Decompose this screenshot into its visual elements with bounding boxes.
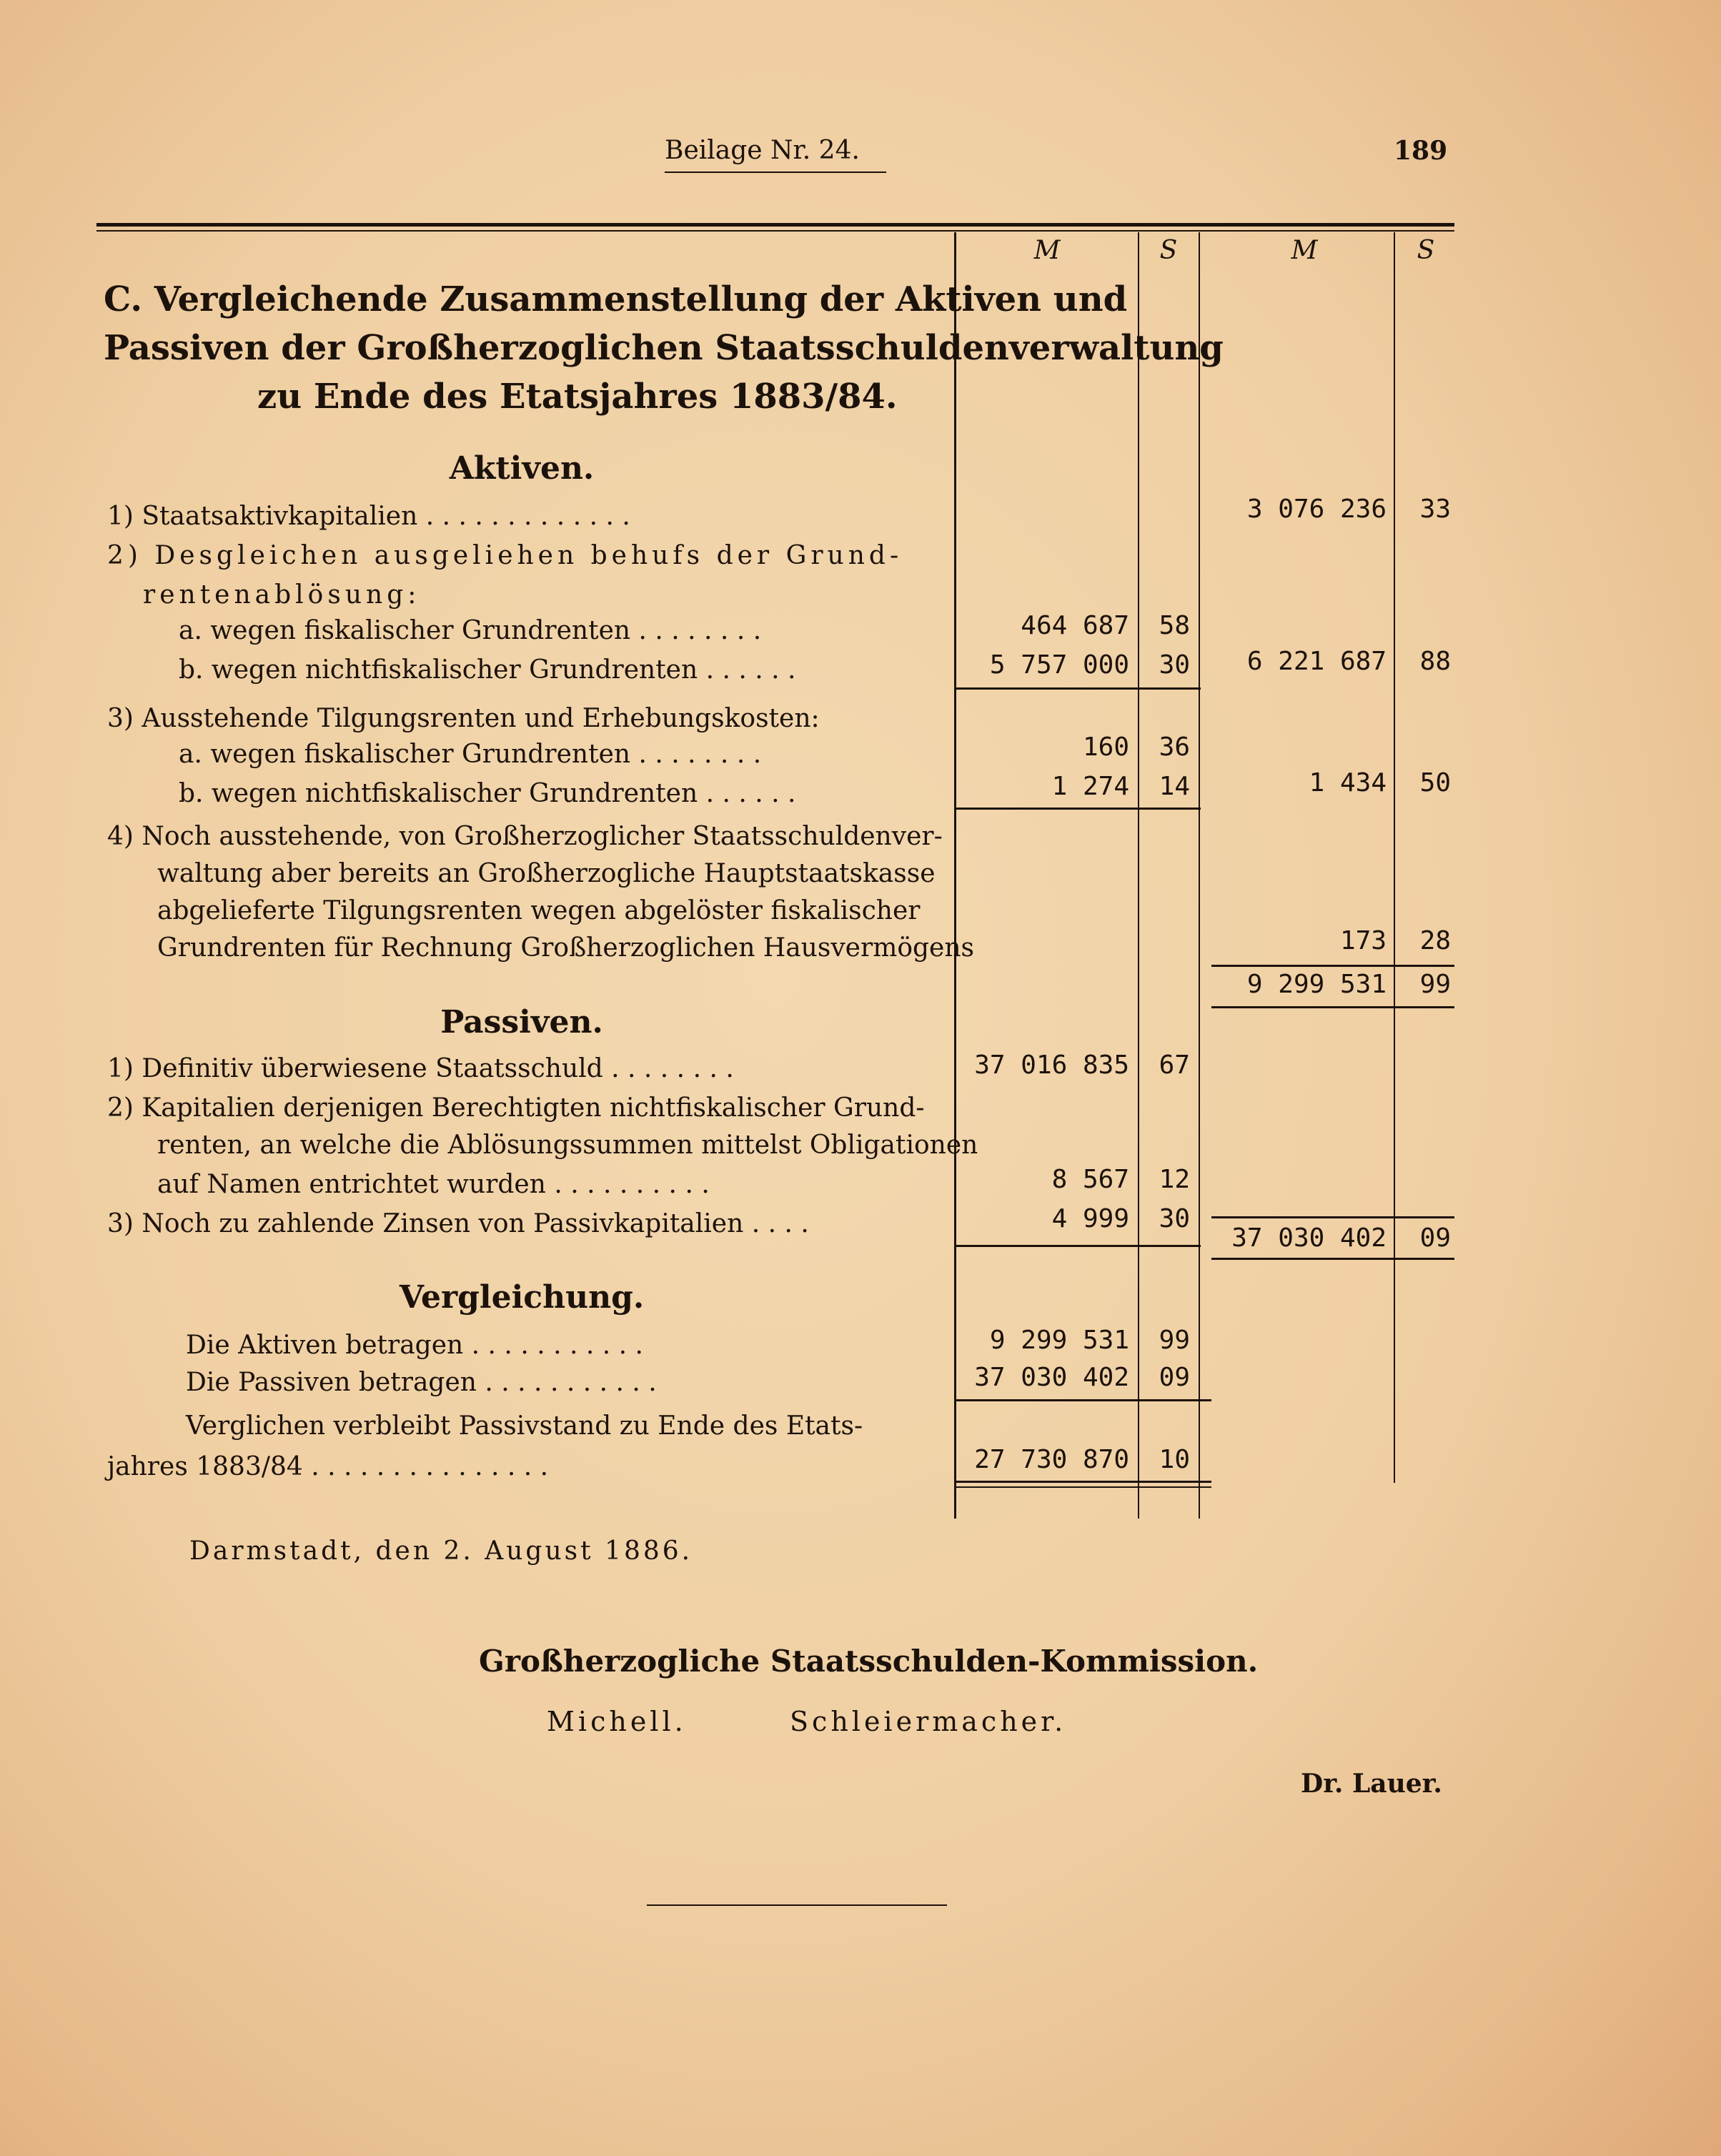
vergleich-result-label-1: Verglichen verbleibt Passivstand zu Ende des Etats- bbox=[186, 1411, 863, 1441]
aktiv-item-3: 3) Ausstehende Tilgungsrenten und Erhebungskosten: bbox=[107, 704, 820, 733]
passiven-heading: Passiven. bbox=[440, 1004, 603, 1040]
aktiv-2-subtotal-rule bbox=[954, 687, 1201, 690]
vergleich-result-underline-2 bbox=[954, 1486, 1211, 1488]
aktiv-2b-m: 5 757 000 bbox=[989, 650, 1129, 680]
vergleich-aktiven-pf: 99 bbox=[1159, 1326, 1190, 1355]
aktiv-4-total-pf: 28 bbox=[1419, 926, 1451, 955]
col-pfennig-1: S bbox=[1159, 236, 1178, 265]
aktiv-3a-m: 160 bbox=[1082, 732, 1129, 762]
aktiv-3-total-pf: 50 bbox=[1419, 768, 1451, 798]
passiv-1-m: 37 016 835 bbox=[974, 1050, 1129, 1080]
aktiv-2b-pf: 30 bbox=[1159, 650, 1190, 680]
signer-michell: Michell. bbox=[547, 1706, 687, 1737]
passiv-item-2: 2) Kapitalien derjenigen Berechtigten nichtfiskalischer Grund- bbox=[107, 1093, 925, 1123]
vergleichung-heading: Vergleichung. bbox=[399, 1279, 645, 1316]
aktiven-sum-pf: 99 bbox=[1419, 970, 1451, 999]
passiv-item-3: 3) Noch zu zahlende Zinsen von Passivkapitalien . . . . bbox=[107, 1209, 809, 1238]
aktiven-sum-underline bbox=[1211, 1006, 1454, 1008]
aktiv-item-4: 4) Noch ausstehende, von Großherzoglicher Staatsschuldenver- bbox=[107, 822, 943, 851]
passiven-subtotal-rule bbox=[954, 1245, 1201, 1247]
passiv-item-2-cont-1: renten, an welche die Ablösungssummen mittelst Obligationen bbox=[157, 1131, 978, 1160]
aktiv-1-total-pf: 33 bbox=[1419, 495, 1451, 524]
col-mark-2: M bbox=[1291, 236, 1318, 265]
col-mark-1: M bbox=[1033, 236, 1061, 265]
aktiv-item-4-cont-2: abgelieferte Tilgungsrenten wegen abgelöster fiskalischer bbox=[157, 896, 921, 925]
aktiv-item-2a: a. wegen fiskalischer Grundrenten . . . . . . . . bbox=[179, 616, 762, 645]
aktiven-sum-rule bbox=[1211, 965, 1454, 967]
aktiv-3a-pf: 36 bbox=[1159, 732, 1190, 762]
vergleich-passiven-label: Die Passiven betragen . . . . . . . . . . . bbox=[186, 1368, 657, 1397]
aktiv-item-4-cont-1: waltung aber bereits an Großherzogliche Hauptstaatskasse bbox=[157, 859, 936, 888]
aktiv-2a-m: 464 687 bbox=[1021, 611, 1129, 640]
aktiv-2-total-m: 6 221 687 bbox=[1246, 647, 1387, 676]
aktiv-3b-pf: 14 bbox=[1159, 772, 1190, 801]
col-rule-1 bbox=[954, 232, 956, 1519]
vergleich-result-label-2: jahres 1883/84 . . . . . . . . . . . . . . . bbox=[107, 1452, 549, 1481]
aktiv-item-2: 2) Desgleichen ausgeliehen behufs der Grund- bbox=[107, 541, 903, 570]
vergleich-result-underline bbox=[954, 1481, 1211, 1483]
aktiv-item-4-cont-3: Grundrenten für Rechnung Großherzoglichen Hausvermögens bbox=[157, 933, 975, 963]
aktiven-heading: Aktiven. bbox=[449, 450, 595, 487]
aktiv-item-2-cont: rentenablösung: bbox=[143, 580, 421, 610]
col-rule-2 bbox=[1138, 232, 1139, 1519]
aktiv-2-total-pf: 88 bbox=[1419, 647, 1451, 676]
aktiv-item-3b: b. wegen nichtfiskalischer Grundrenten . . . . . . bbox=[179, 779, 796, 808]
passiv-2-m: 8 567 bbox=[1051, 1165, 1129, 1194]
aktiv-2a-pf: 58 bbox=[1159, 611, 1190, 640]
aktiv-3-total-m: 1 434 bbox=[1309, 768, 1387, 798]
vergleich-passiven-pf: 09 bbox=[1159, 1363, 1190, 1392]
closing-rule bbox=[647, 1904, 947, 1906]
page-number: 189 bbox=[1394, 136, 1448, 166]
vergleich-aktiven-m: 9 299 531 bbox=[989, 1326, 1129, 1355]
signer-schleiermacher: Schleiermacher. bbox=[790, 1706, 1067, 1737]
passiven-sum-rule bbox=[1211, 1216, 1454, 1218]
passiven-sum-pf: 09 bbox=[1419, 1223, 1451, 1253]
aktiv-3b-m: 1 274 bbox=[1051, 772, 1129, 801]
vergleich-result-m: 27 730 870 bbox=[974, 1445, 1129, 1474]
place-date: Darmstadt, den 2. August 1886. bbox=[189, 1536, 693, 1566]
header-underline bbox=[665, 172, 886, 173]
vergleich-passiven-m: 37 030 402 bbox=[974, 1363, 1129, 1392]
aktiv-item-1: 1) Staatsaktivkapitalien . . . . . . . . . . . . . bbox=[107, 502, 630, 531]
aktiv-item-2b: b. wegen nichtfiskalischer Grundrenten . . . . . . bbox=[179, 655, 796, 685]
passiven-sum-underline bbox=[1211, 1258, 1454, 1260]
title-line-2: Passiven der Großherzoglichen Staatsschuldenverwaltung bbox=[104, 328, 1224, 368]
top-rule-thin bbox=[96, 230, 1454, 232]
vergleich-subtotal-rule bbox=[954, 1399, 1211, 1401]
commission-name: Großherzogliche Staatsschulden-Kommission. bbox=[479, 1644, 1259, 1679]
aktiven-sum-m: 9 299 531 bbox=[1246, 970, 1387, 999]
passiv-2-pf: 12 bbox=[1159, 1165, 1190, 1194]
passiven-sum-m: 37 030 402 bbox=[1231, 1223, 1387, 1253]
vergleich-aktiven-label: Die Aktiven betragen . . . . . . . . . . . bbox=[186, 1331, 643, 1360]
aktiv-1-total-m: 3 076 236 bbox=[1246, 495, 1387, 524]
signer-lauer: Dr. Lauer. bbox=[1301, 1769, 1442, 1799]
col-rule-4 bbox=[1394, 232, 1395, 1483]
vergleich-result-pf: 10 bbox=[1159, 1445, 1190, 1474]
passiv-3-m: 4 999 bbox=[1051, 1204, 1129, 1233]
aktiv-item-3a: a. wegen fiskalischer Grundrenten . . . . . . . . bbox=[179, 740, 762, 769]
passiv-3-pf: 30 bbox=[1159, 1204, 1190, 1233]
passiv-item-1: 1) Definitiv überwiesene Staatsschuld . . . . . . . . bbox=[107, 1054, 734, 1083]
title-line-3: zu Ende des Etatsjahres 1883/84. bbox=[257, 377, 898, 417]
passiv-1-pf: 67 bbox=[1159, 1050, 1190, 1080]
title-line-1: C. Vergleichende Zusammenstellung der Aktiven und bbox=[104, 279, 1128, 319]
top-rule bbox=[96, 223, 1454, 227]
aktiv-4-total-m: 173 bbox=[1339, 926, 1387, 955]
supplement-label: Beilage Nr. 24. bbox=[665, 136, 860, 165]
passiv-item-2-cont-2: auf Namen entrichtet wurden . . . . . . . . . . bbox=[157, 1170, 710, 1199]
aktiv-3-subtotal-rule bbox=[954, 808, 1201, 810]
col-rule-3 bbox=[1199, 232, 1200, 1519]
col-pfennig-2: S bbox=[1417, 236, 1435, 265]
